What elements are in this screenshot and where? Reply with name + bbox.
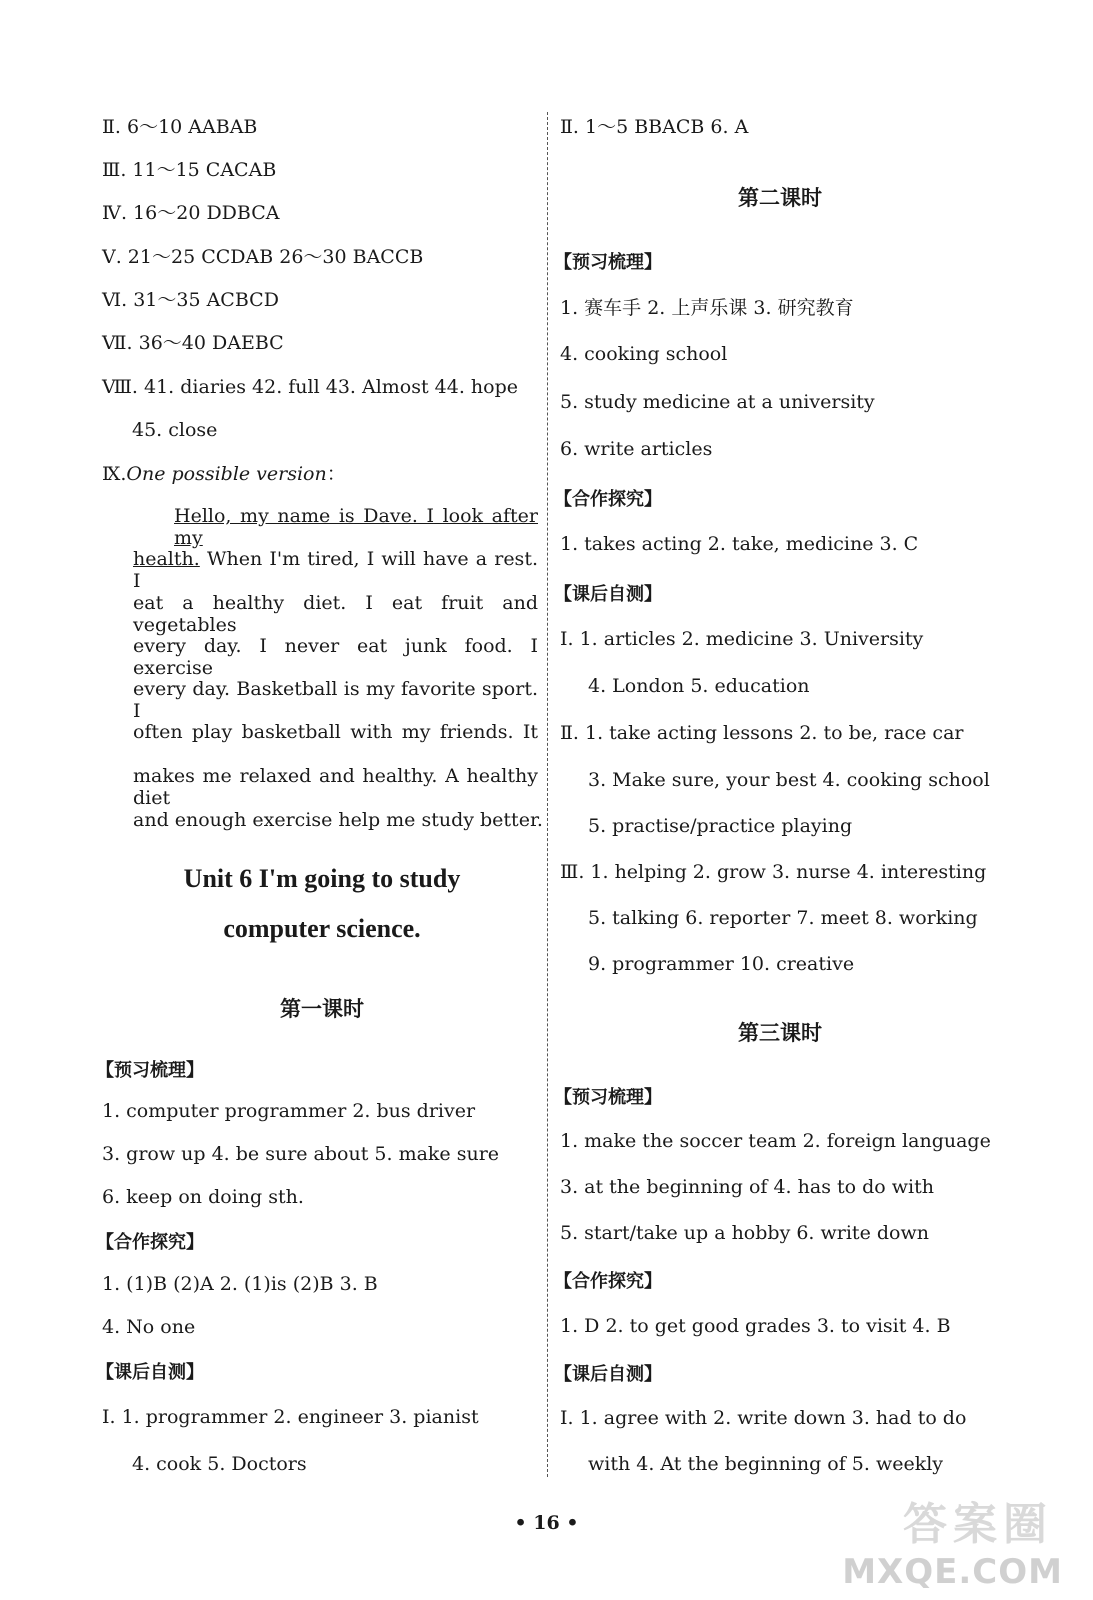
answer-line: 45. close — [132, 419, 218, 441]
answer-line: 1. (1)B (2)A 2. (1)is (2)B 3. B — [102, 1273, 378, 1295]
answer-line: 9. programmer 10. creative — [588, 953, 855, 975]
essay-underlined-1: Hello, my name is Dave. I look after my — [174, 505, 538, 549]
answer-line: with 4. At the beginning of 5. weekly — [588, 1453, 944, 1475]
essay-label-italic: One possible version — [126, 463, 327, 485]
essay-line: every day. Basketball is my favorite sport. I — [133, 678, 538, 722]
essay-underlined-2: health. — [133, 548, 200, 570]
essay-line-2-rest: When I'm tired, I will have a rest. I — [133, 548, 538, 592]
section-heading: 【预习梳理】 — [96, 1060, 204, 1081]
page-number: • 16 • — [514, 1512, 579, 1534]
section-heading: 【预习梳理】 — [554, 252, 662, 273]
answer-line: Ⅲ. 11～15 CACAB — [102, 159, 277, 181]
answer-line: Ⅵ. 31～35 ACBCD — [102, 289, 279, 311]
unit-title: computer science. — [223, 914, 421, 943]
answer-line: Ⅰ. 1. articles 2. medicine 3. University — [560, 628, 924, 650]
answer-line: Ⅲ. 1. helping 2. grow 3. nurse 4. interesting — [560, 861, 987, 883]
watermark-url: MXQE.COM — [842, 1552, 1063, 1592]
lesson-heading: 第三课时 — [738, 1021, 822, 1045]
essay-label — [102, 462, 346, 486]
essay-line: eat a healthy diet. I eat fruit and vegetables — [133, 592, 538, 636]
answer-line: Ⅷ. 41. diaries 42. full 43. Almost 44. hope — [102, 376, 519, 398]
answer-line: 1. D 2. to get good grades 3. to visit 4. B — [560, 1315, 951, 1337]
essay-line: makes me relaxed and healthy. A healthy diet — [133, 765, 538, 809]
answer-line: 5. practise/practice playing — [588, 815, 853, 837]
answer-line: 1. 赛车手 2. 上声乐课 3. 研究教育 — [560, 297, 854, 319]
answer-line: 4. London 5. education — [588, 675, 810, 697]
essay-line: often play basketball with my friends. It — [133, 721, 538, 743]
answer-line: 1. takes acting 2. take, medicine 3. C — [560, 533, 919, 555]
essay-line: every day. I never eat junk food. I exercise — [133, 635, 538, 679]
answer-line: 3. grow up 4. be sure about 5. make sure — [102, 1143, 500, 1165]
essay-line — [174, 505, 538, 549]
answer-line: Ⅰ. 1. agree with 2. write down 3. had to do — [560, 1407, 967, 1429]
section-heading: 【课后自测】 — [96, 1362, 204, 1383]
answer-line: 3. at the beginning of 4. has to do with — [560, 1176, 934, 1198]
lesson-heading: 第二课时 — [738, 186, 822, 210]
answer-line: Ⅳ. 16～20 DDBCA — [102, 202, 280, 224]
section-heading: 【合作探究】 — [554, 489, 662, 510]
answer-line: 1. computer programmer 2. bus driver — [102, 1100, 476, 1122]
answer-line: 1. make the soccer team 2. foreign language — [560, 1130, 991, 1152]
essay-label-colon: ： — [326, 463, 346, 485]
answer-line: Ⅱ. 1. take acting lessons 2. to be, race car — [560, 722, 964, 744]
answer-line: Ⅱ. 6～10 AABAB — [102, 116, 258, 138]
essay-line: and enough exercise help me study better. — [133, 809, 543, 831]
answer-line: 3. Make sure, your best 4. cooking school — [588, 769, 990, 791]
lesson-heading: 第一课时 — [280, 997, 364, 1021]
section-heading: 【合作探究】 — [96, 1232, 204, 1253]
answer-line: 4. No one — [102, 1316, 196, 1338]
answer-line: 5. talking 6. reporter 7. meet 8. working — [588, 907, 978, 929]
watermark-logo: 答案圈 — [903, 1499, 1053, 1550]
answer-line: 5. study medicine at a university — [560, 391, 875, 413]
column-divider — [547, 112, 548, 1477]
answer-line: Ⅰ. 1. programmer 2. engineer 3. pianist — [102, 1406, 479, 1428]
section-heading: 【课后自测】 — [554, 584, 662, 605]
section-heading: 【课后自测】 — [554, 1364, 662, 1385]
answer-line: Ⅴ. 21～25 CCDAB 26～30 BACCB — [102, 246, 424, 268]
answer-line: 6. keep on doing sth. — [102, 1186, 304, 1208]
section-heading: 【预习梳理】 — [554, 1087, 662, 1108]
section-heading: 【合作探究】 — [554, 1271, 662, 1292]
answer-line: 4. cook 5. Doctors — [132, 1453, 307, 1475]
unit-title: Unit 6 I'm going to study — [183, 864, 461, 893]
answer-line: Ⅱ. 1～5 BBACB 6. A — [560, 116, 749, 138]
essay-label-num: Ⅸ. — [102, 463, 127, 485]
essay-line — [133, 548, 538, 592]
answer-line: 5. start/take up a hobby 6. write down — [560, 1222, 929, 1244]
answer-line: Ⅶ. 36～40 DAEBC — [102, 332, 284, 354]
answer-line: 6. write articles — [560, 438, 713, 460]
answer-line: 4. cooking school — [560, 343, 728, 365]
